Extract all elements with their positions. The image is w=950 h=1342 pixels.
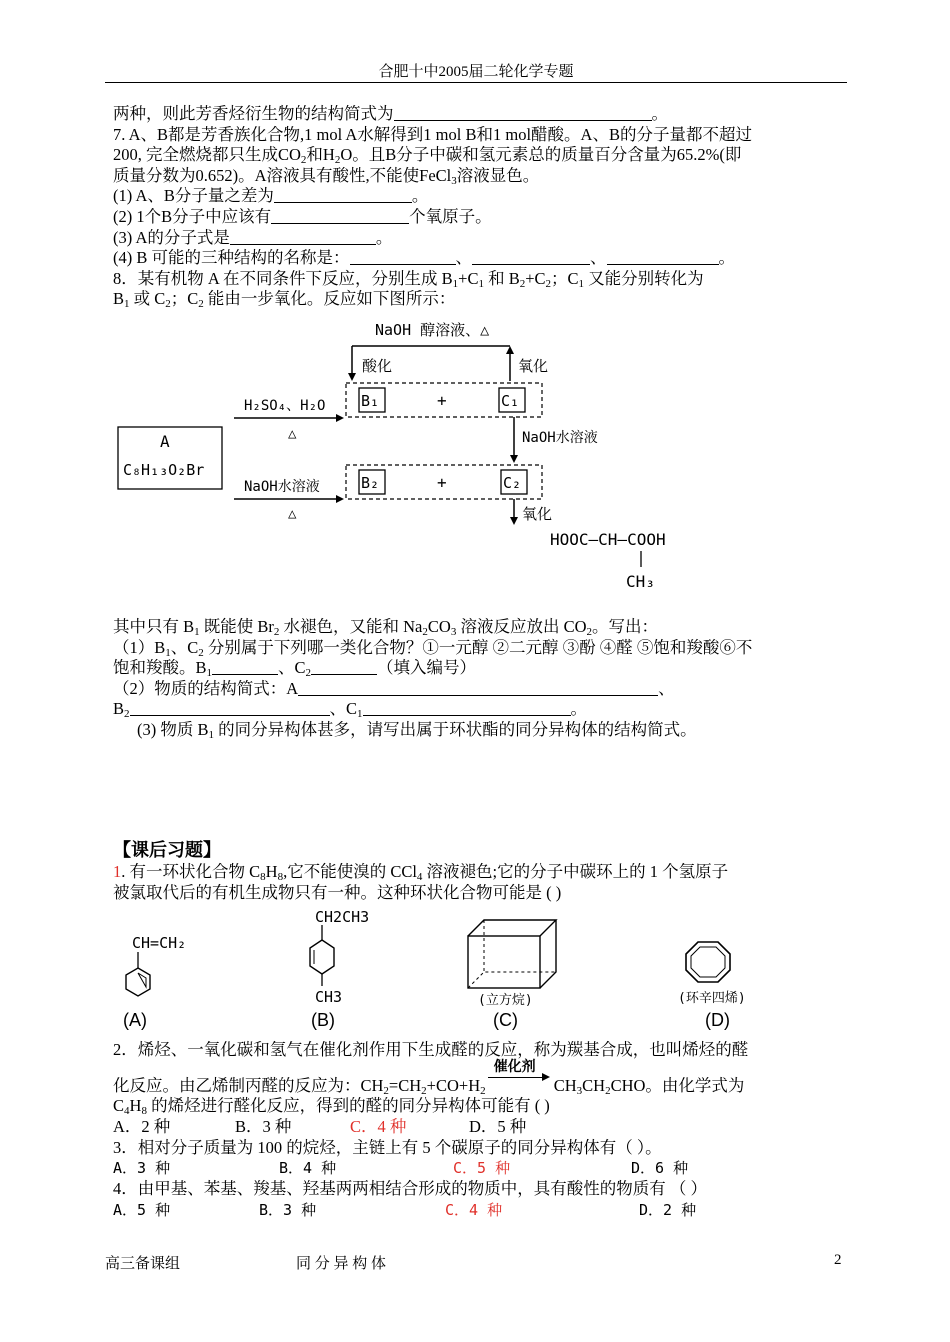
text: （填入编号）: [377, 658, 477, 678]
sub: 2: [605, 1084, 611, 1097]
sub: 2: [422, 626, 428, 638]
header-rule: [105, 82, 847, 83]
arrow-head: [336, 495, 344, 503]
page-number: 2: [834, 1252, 842, 1268]
sub: 2: [300, 154, 307, 167]
sub: 2: [334, 154, 341, 167]
answer-blank[interactable]: [212, 658, 278, 675]
text: 水褪色，又能和 Na: [279, 617, 423, 636]
q7-part-3: [113, 228, 843, 249]
footer-left: 高三备课组: [105, 1256, 181, 1272]
acidify-label: 酸化: [362, 357, 393, 375]
sub: 1: [357, 708, 363, 721]
text: 。: [411, 186, 429, 206]
sub: 8: [277, 871, 284, 883]
text: (3) A的分子式是: [113, 227, 230, 247]
text: O。且B分子中碳和氢元素总的质量百分含量为65.2%(即: [340, 145, 742, 165]
q8-part-3: [113, 720, 843, 741]
arrow-head: [336, 414, 344, 422]
text: ；C: [170, 289, 199, 309]
plus-1: +: [437, 391, 447, 410]
q4-option-a[interactable]: A．5 种: [113, 1200, 171, 1219]
a-label: A: [160, 432, 170, 451]
arrow-head: [510, 517, 518, 525]
sub: 2: [586, 626, 592, 638]
text: 、: [455, 248, 472, 268]
text: 个氧原子。: [409, 206, 492, 226]
q1-structures: [110, 902, 770, 1010]
arrow-shaft: [488, 1077, 544, 1078]
q3-option-a[interactable]: A．3 种: [113, 1159, 171, 1178]
text: CHO。由化学式为: [610, 1075, 745, 1095]
text: 的烯烃进行醛化反应，得到的醛的同分异构体可能有 ( ): [146, 1096, 550, 1116]
q8-line-1: [113, 269, 843, 290]
answer-blank[interactable]: [350, 248, 456, 265]
q8-part-1: [113, 638, 843, 659]
sub: 2: [480, 1084, 486, 1097]
cot-caption: (环辛四烯): [678, 991, 746, 1006]
hw-q3: 3．相对分子质量为 100 的烷烃，主链上有 5 个碳原子的同分异构体有（ ）。: [113, 1137, 662, 1157]
text: CH: [582, 1075, 606, 1095]
structure-a-label: CH=CH₂: [132, 934, 187, 952]
q4-option-b[interactable]: B．3 种: [259, 1200, 317, 1219]
q8-part-2-cont: [113, 699, 843, 720]
cube-structure: [468, 920, 556, 988]
arrow-head: [348, 373, 356, 381]
answer-blank[interactable]: [298, 679, 658, 696]
cube-caption: (立方烷): [478, 993, 533, 1008]
cyclooctatetraene-inner: [691, 947, 725, 977]
cube-top: [468, 920, 556, 936]
catalyst-label: 催化剂: [493, 1058, 536, 1075]
text: 。: [718, 248, 735, 268]
sub: 2: [305, 667, 312, 680]
hw-q2-line-3: [113, 1096, 843, 1117]
sub: 3: [576, 1084, 583, 1097]
text: H: [265, 862, 278, 881]
q2-option-c[interactable]: C．4 种: [350, 1116, 407, 1136]
text: 溶液褪色;它的分子中碳环上的 1 个氢原子: [422, 862, 729, 881]
option-d[interactable]: (D): [705, 1010, 730, 1030]
text: 两种，则此芳香烃衍生物的结构简式为: [113, 104, 394, 123]
sub: 1: [478, 277, 484, 290]
sub: 1: [194, 626, 200, 638]
text: 的同分异构体甚多，请写出属于环状酯的同分异构体的结构简式。: [214, 719, 697, 739]
text: ；C: [551, 268, 579, 288]
hw-q2-line-2: [113, 1058, 843, 1097]
text: （2）物质的结构简式：A: [113, 678, 299, 698]
text: 、: [658, 678, 675, 698]
text: =CH: [388, 1075, 422, 1095]
text: 。: [651, 104, 668, 123]
text: 、: [590, 248, 607, 268]
sub: 2: [165, 298, 171, 311]
c2-label: C₂: [503, 474, 522, 492]
naoh-aq-label: NaOH水溶液: [522, 430, 598, 446]
text: (2) 1个B分子中应该有: [113, 206, 272, 226]
answer-blank[interactable]: [230, 228, 376, 245]
text: (4) B 可能的三种结构的名称是：: [113, 248, 350, 268]
sub: 2: [421, 1084, 427, 1097]
hw-q2-line-1: 2．烯烃、一氧化碳和氢气在催化剂作用下生成醛的反应，称为羰基合成，也叫烯烃的醛: [113, 1040, 749, 1059]
homework-q2-q4: [113, 1040, 843, 1221]
condition-1: H₂SO₄、H₂O: [244, 398, 326, 414]
text: 又能分别转化为: [584, 268, 704, 288]
text: 200, 完全燃烧都只生成CO: [113, 145, 301, 165]
answer-blank[interactable]: [271, 207, 409, 224]
b1-label: B₁: [361, 392, 380, 410]
sub: 2: [198, 298, 204, 311]
sub: 3: [451, 174, 457, 187]
sub: 1: [165, 646, 171, 659]
a-box: [118, 427, 222, 489]
text: 溶液反应放出 CO: [456, 617, 587, 636]
question-number: 1: [113, 862, 122, 881]
answer-blank[interactable]: [274, 186, 412, 203]
q3-option-b[interactable]: B．4 种: [279, 1159, 337, 1178]
sub: 4: [124, 1105, 130, 1118]
homework-heading: 【课后习题】: [113, 840, 221, 861]
text: (3) 物质 B: [137, 719, 209, 739]
text: B: [113, 289, 125, 309]
q7-line-1: 7. A、B都是芳香族化合物,1 mol A水解得到1 mol B和1 mol醋酸。A、B的分子量都不超过: [113, 124, 752, 144]
q3-option-d[interactable]: D．6 种: [631, 1159, 689, 1178]
q2-option-b[interactable]: B．3 种: [235, 1116, 292, 1136]
text: CH: [549, 1075, 577, 1095]
text: ,它不能使溴的 CCl: [283, 862, 417, 881]
text: CO: [427, 617, 451, 636]
sub: 2: [273, 626, 280, 638]
b2-label: B₂: [361, 474, 380, 492]
text: 溶液显色。: [456, 165, 540, 185]
text: H: [129, 1096, 142, 1116]
text: 质量分数为0.652)。A溶液具有酸性,不能使FeCl: [113, 165, 452, 185]
option-c[interactable]: (C): [493, 1010, 518, 1030]
product-formula: HOOC—CH—COOH: [550, 530, 666, 549]
benzene-ring-a-inner: [138, 973, 146, 987]
sub: 4: [416, 871, 423, 883]
hw-q3-options: [113, 1158, 843, 1179]
q8-part-1-cont: [113, 658, 843, 679]
text: (1) A、B分子量之差为: [113, 186, 274, 206]
sub: 2: [383, 1084, 389, 1097]
text: 。: [570, 699, 588, 719]
delta-1: △: [288, 426, 297, 442]
text: 其中只有 B: [113, 617, 195, 636]
text: B: [113, 699, 125, 719]
text: （1）B: [113, 637, 166, 657]
q2-option-d[interactable]: D．5 种: [469, 1116, 527, 1136]
sub: 2: [545, 277, 552, 290]
text: 、C: [329, 699, 358, 719]
text: 或 C: [129, 289, 166, 309]
reaction-scheme: [110, 315, 730, 605]
q7-line-3: [113, 166, 843, 187]
hw-q4: 4．由甲基、苯基、羧基、羟基两两相结合形成的物质中，具有酸性的物质有 （ ）: [113, 1179, 707, 1199]
homework-section: [113, 840, 843, 903]
hw-q1-line-1: [113, 862, 843, 883]
text: 能由一步氧化。反应如下图所示：: [203, 289, 456, 309]
text: . 有一环状化合物 C: [121, 862, 261, 881]
q7-line-2: [113, 145, 843, 166]
text: 饱和羧酸。B: [113, 658, 207, 678]
option-a[interactable]: (A): [123, 1010, 147, 1030]
text: 、C: [278, 658, 306, 678]
q8-line-2: [113, 289, 843, 310]
text: 和 B: [483, 268, 520, 288]
text: 8．某有机物 A 在不同条件下反应，分别生成 B: [113, 268, 453, 288]
text: C: [113, 1096, 125, 1116]
structure-b-top: CH2CH3: [315, 908, 370, 926]
option-b[interactable]: (B): [311, 1010, 335, 1030]
cube-front: [468, 936, 540, 988]
text: 分别属于下列哪一类化合物？①一元醇 ②二元醇 ③酚 ④醛 ⑤饱和羧酸⑥不: [203, 637, 753, 657]
delta-2: △: [288, 506, 297, 522]
answer-blank[interactable]: [607, 248, 719, 265]
q7-part-2: [113, 207, 843, 228]
arrow-head: [506, 346, 514, 354]
catalyst-arrow: [486, 1058, 550, 1091]
sub: 8: [260, 871, 266, 883]
hw-q4-options: [113, 1200, 843, 1221]
hw-q2-options: [113, 1117, 843, 1138]
sub: 1: [578, 277, 585, 290]
q3-option-c[interactable]: C．5 种: [453, 1159, 511, 1178]
text: 既能使 Br: [199, 617, 274, 636]
hw-q1-line-2: 被氯取代后的有机生成物只有一种。这种环状化合物可能是 ( ): [113, 882, 562, 902]
text: 。: [375, 227, 393, 247]
answer-blank[interactable]: [472, 248, 590, 265]
sub: 1: [208, 728, 214, 741]
product-methyl: CH₃: [626, 572, 655, 591]
sub: 3: [450, 626, 457, 638]
sub: 8: [141, 1105, 147, 1118]
footer-center: 同 分 异 构 体: [296, 1256, 387, 1272]
sub: 2: [519, 277, 526, 290]
condition-2: NaOH水溶液: [244, 479, 320, 495]
c1-label: C₁: [501, 392, 520, 410]
q4-option-c[interactable]: C．4 种: [445, 1200, 503, 1219]
page-header: 合肥十中2005届二轮化学专题: [378, 64, 574, 80]
q4-option-d[interactable]: D．2 种: [639, 1200, 697, 1219]
main-text: [113, 104, 843, 310]
cube-side: [540, 920, 556, 988]
sub: 1: [124, 298, 130, 311]
sub: 2: [124, 708, 130, 721]
answer-blank[interactable]: [394, 104, 652, 121]
answer-blank[interactable]: [311, 658, 377, 675]
q1-option-labels: [113, 1010, 813, 1036]
text: +C: [458, 268, 479, 288]
line-1: [113, 104, 843, 125]
cyclooctatetraene-ring: [686, 942, 730, 982]
oxidize-label-2: 氧化: [522, 505, 553, 523]
arrow-head: [542, 1073, 550, 1081]
sub: 1: [206, 667, 213, 680]
plus-2: +: [437, 473, 447, 492]
oxidize-label-1: 氧化: [518, 357, 549, 375]
text: 化反应。由乙烯制丙醛的反应为：CH: [113, 1075, 384, 1095]
q7-part-1: [113, 186, 843, 207]
top-condition: NaOH 醇溶液、△: [375, 321, 490, 339]
q2-option-a[interactable]: A．2 种: [113, 1116, 171, 1136]
sub: 2: [198, 646, 204, 659]
arrow-head: [510, 455, 518, 463]
q8-statement: [113, 617, 843, 638]
q8-part-2: [113, 679, 843, 700]
q8-text: [113, 617, 843, 741]
sub: 1: [452, 277, 459, 290]
text: 和H: [306, 145, 335, 165]
answer-blank[interactable]: [363, 699, 571, 716]
q7-part-4: [113, 248, 843, 269]
text: 。写出：: [591, 617, 658, 636]
a-formula: C₈H₁₃O₂Br: [123, 461, 205, 479]
text: +C: [525, 268, 546, 288]
text: +CO+H: [426, 1075, 481, 1095]
text: 、C: [170, 637, 199, 657]
structure-b-bottom: CH3: [315, 988, 343, 1006]
answer-blank[interactable]: [130, 699, 330, 716]
